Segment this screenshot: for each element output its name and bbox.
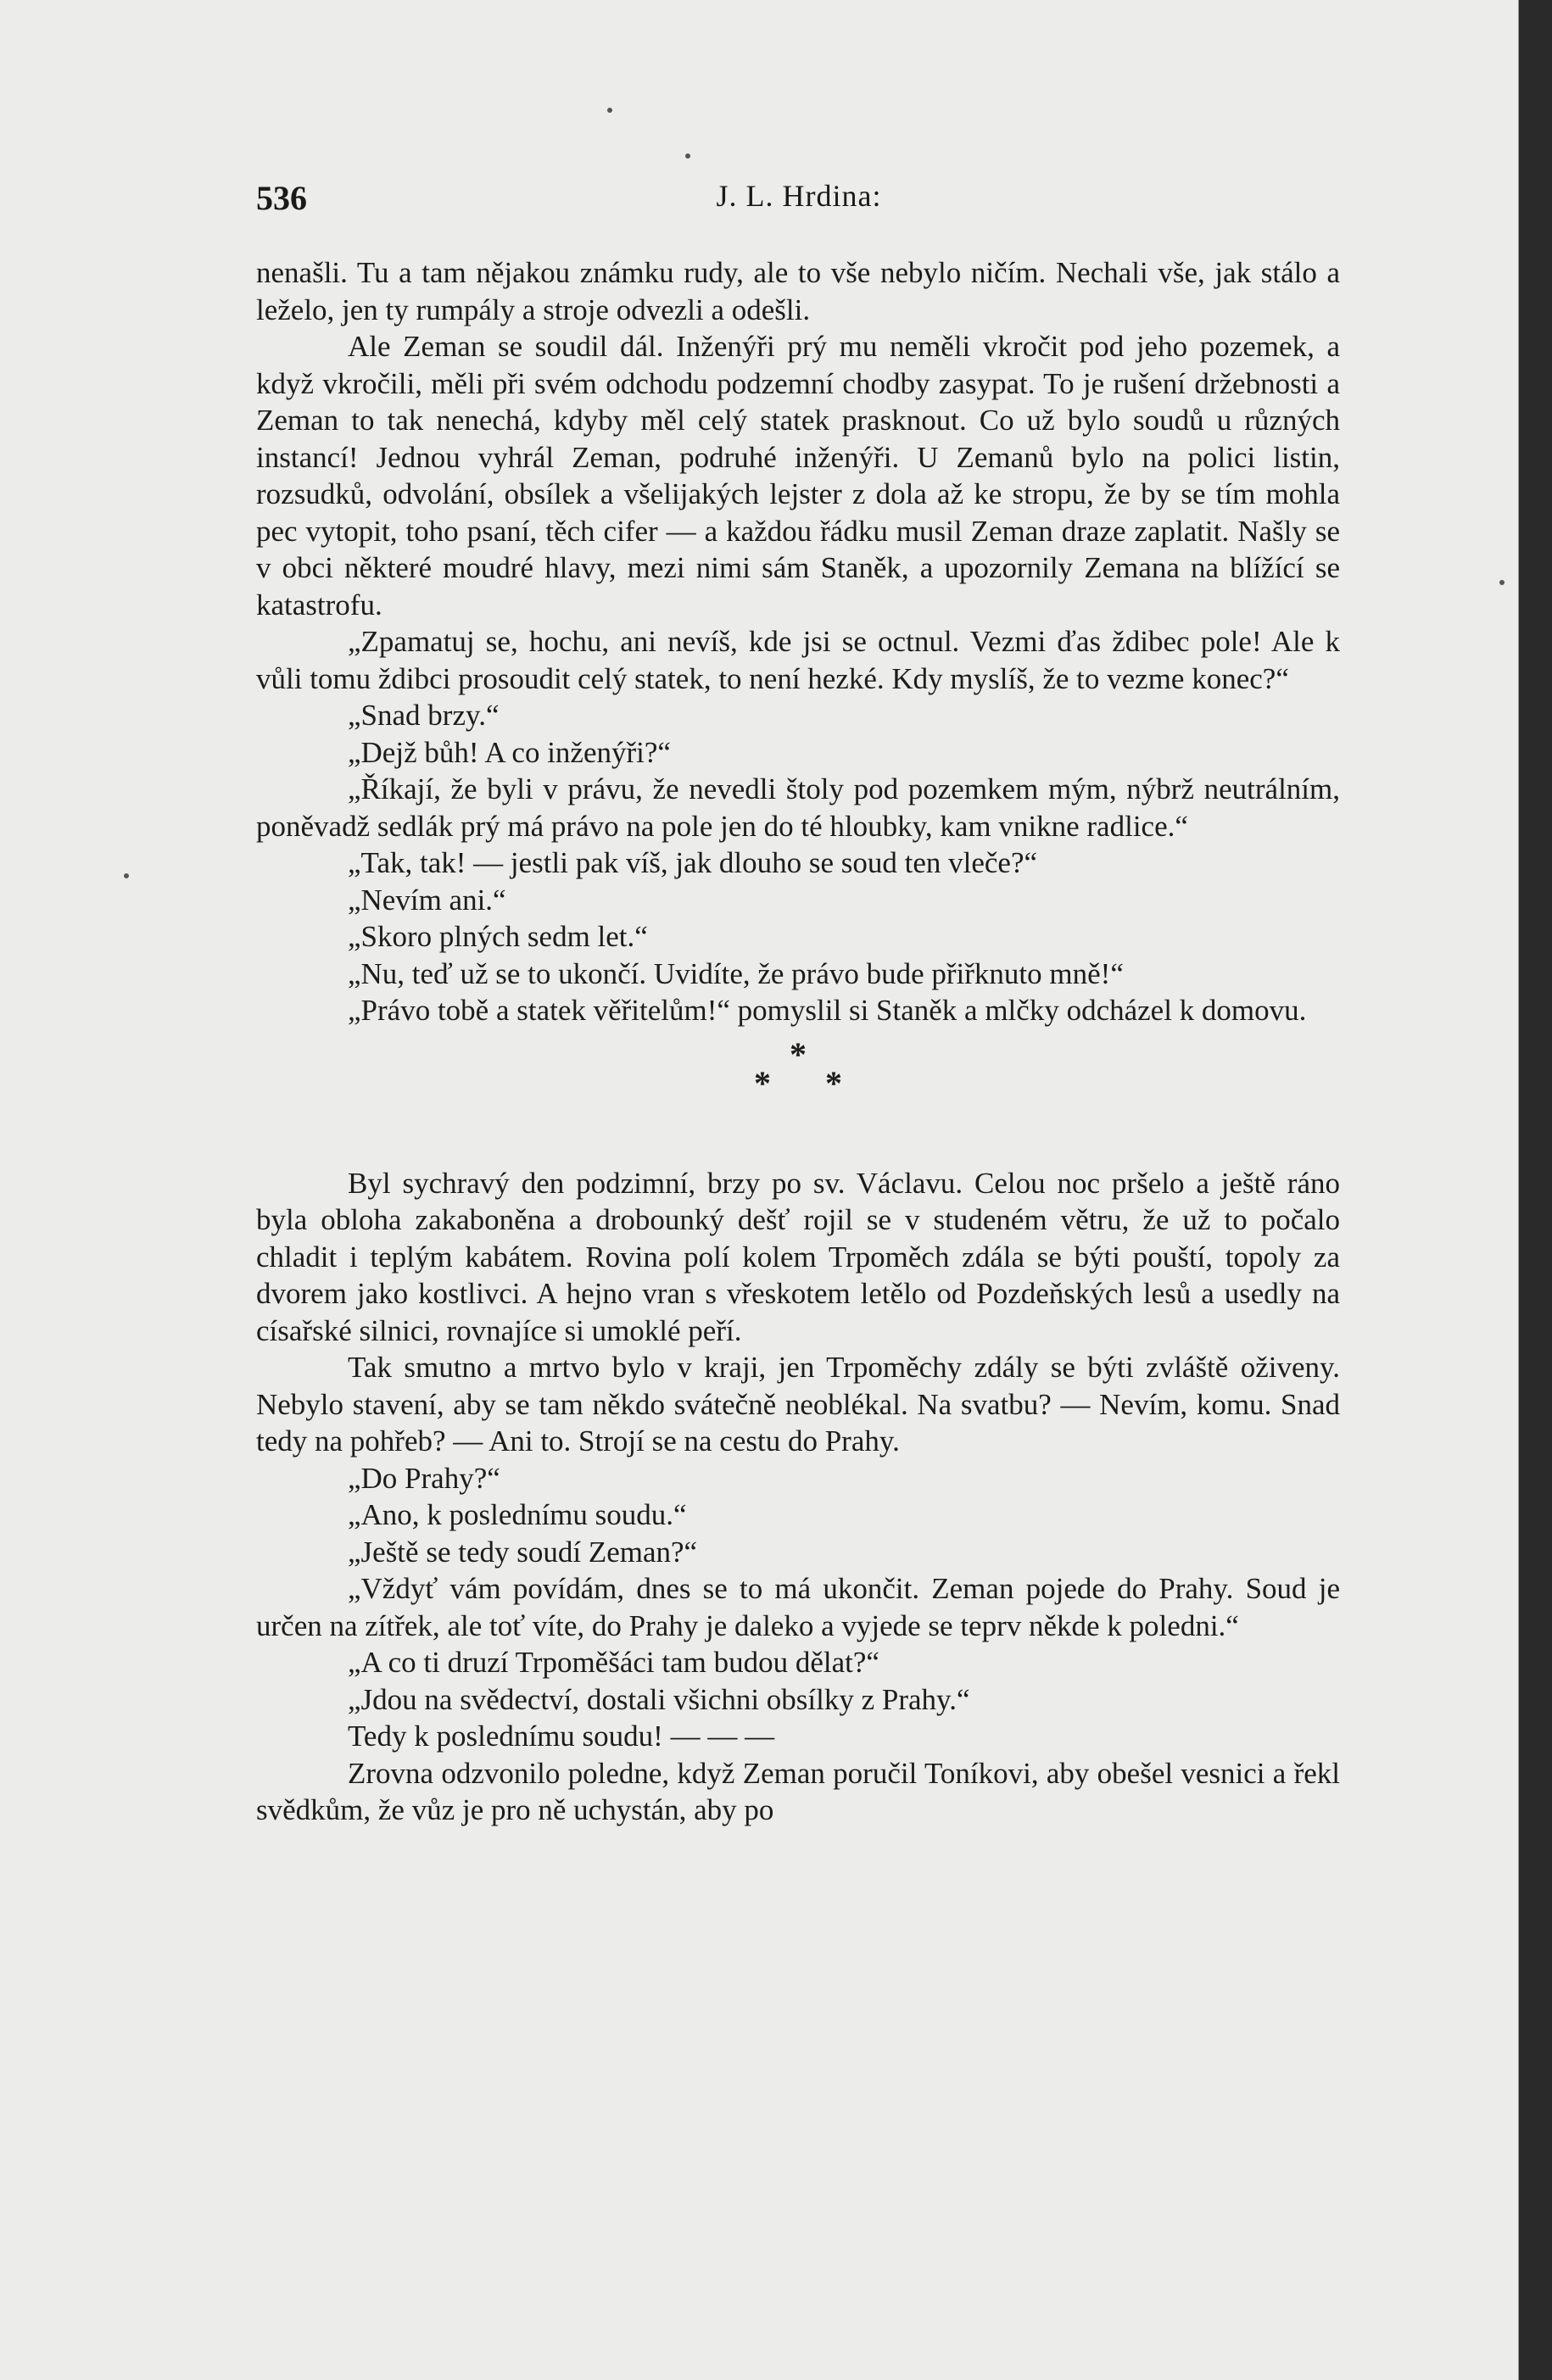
paragraph: Zrovna odzvonilo poledne, když Zeman poručil Toníkovi, aby obešel vesnici a řekl svědkům, že vůz je pro ně uchystán, aby po — [256, 1756, 1340, 1826]
body-text — [256, 254, 1340, 1829]
paragraph: „Říkají, že byli v právu, že nevedli štoly pod pozemkem mým, nýbrž neutrálním, poněvadž sedlák prý má právo na pole jen do té hloubky, kam vnikne radlice.“ — [256, 772, 1340, 843]
print-speck — [124, 873, 129, 878]
paragraph: „Tak, tak! — jestli pak víš, jak dlouho se soud ten vleče?“ — [348, 846, 1038, 879]
paragraph: „Nu, teď už se to ukončí. Uvidíte, že právo bude přiřknuto mně!“ — [348, 956, 1124, 990]
section-separator — [256, 1029, 1340, 1165]
paragraph: Byl sychravý den podzimní, brzy po sv. Václavu. Celou noc pršelo a ještě ráno byla obloha zakaboněna a drobounký dešť rojil se v studeném větru, že už to počalo chladit i teplým kabátem. Rovina polí kolem Trpoměch zdála se býti pouští, topoly za dvorem jako kostlivci. A hejno vran s vřeskotem letělo od Pozdeňských lesů a usedly na císařské silnici, rovnajíce si umoklé peří. — [256, 1166, 1340, 1347]
paragraph: „Do Prahy?“ — [348, 1461, 500, 1495]
paragraph: „Právo tobě a statek věřitelům!“ pomyslil si Staněk a mlčky odcházel k domovu. — [348, 994, 1307, 1027]
print-speck — [1499, 580, 1505, 585]
paragraph: „Skoro plných sedm let.“ — [348, 920, 648, 953]
paragraph: nenašli. Tu a tam nějakou známku rudy, ale to vše nebylo ničím. Nechali vše, jak stálo a leželo, jen ty rumpály a stroje odvezli a odešli. — [256, 256, 1340, 326]
paragraph: Tedy k poslednímu soudu! — — — — [348, 1720, 775, 1753]
paragraph: „Jdou na svědectví, dostali všichni obsílky z Prahy.“ — [348, 1682, 970, 1716]
paragraph: „A co ti druzí Trpoměšáci tam budou dělat?“ — [348, 1646, 879, 1679]
paragraph: Tak smutno a mrtvo bylo v kraji, jen Trpoměchy zdály se býti zvláště oživeny. Nebylo stavení, aby se tam někdo svátečně neoblékal. Na svatbu? — Nevím, komu. Snad tedy na pohřeb? — Ani to. Strojí se na cestu do Prahy. — [256, 1351, 1340, 1458]
asterisk: * — [825, 1063, 842, 1102]
asterisk: * — [754, 1063, 771, 1102]
asterisk: * — [790, 1034, 807, 1073]
page-number: 536 — [256, 179, 307, 217]
running-head: J. L. Hrdina: — [716, 179, 882, 213]
paragraph: „Ano, k poslednímu soudu.“ — [348, 1498, 687, 1531]
print-speck — [607, 108, 612, 113]
paragraph: „Zpamatuj se, hochu, ani nevíš, kde jsi se octnul. Vezmi ďas ždibec pole! Ale k vůli tomu ždibci prosoudit celý statek, to není hezké. Kdy myslíš, že to vezme konec?“ — [256, 625, 1340, 695]
page-header — [256, 178, 1342, 220]
paragraph: „Vždyť vám povídám, dnes se to má ukončit. Zeman pojede do Prahy. Soud je určen na zítřek, ale toť víte, do Prahy je daleko a vyjede se teprv někde k poledni.“ — [256, 1572, 1340, 1642]
paragraph: „Nevím ani.“ — [348, 883, 506, 917]
paragraph: „Ještě se tedy soudí Zeman?“ — [348, 1535, 698, 1569]
paragraph: „Dejž bůh! A co inženýři?“ — [348, 735, 671, 769]
paragraph: „Snad brzy.“ — [348, 699, 500, 732]
paragraph: Ale Zeman se soudil dál. Inženýři prý mu neměli vkročit pod jeho pozemek, a když vkročili, měli při svém odchodu podzemní chodby zasypat. To je rušení držebnosti a Zeman to tak nenechá, kdyby měl celý statek prasknout. Co už bylo soudů u různých instancí! Jednou vyhrál Zeman, podruhé inženýři. U Zemanů bylo na polici listin, rozsudků, odvolání, obsílek a všelijakých lejster z dola až ke stropu, že by se tím mohla pec vytopit, toho psaní, těch cifer — a každou řádku musil Zeman draze zaplatit. Našly se v obci některé moudré hlavy, mezi nimi sám Staněk, a upozornily Zemana na blížící se katastrofu. — [256, 330, 1340, 621]
print-speck — [685, 153, 690, 159]
